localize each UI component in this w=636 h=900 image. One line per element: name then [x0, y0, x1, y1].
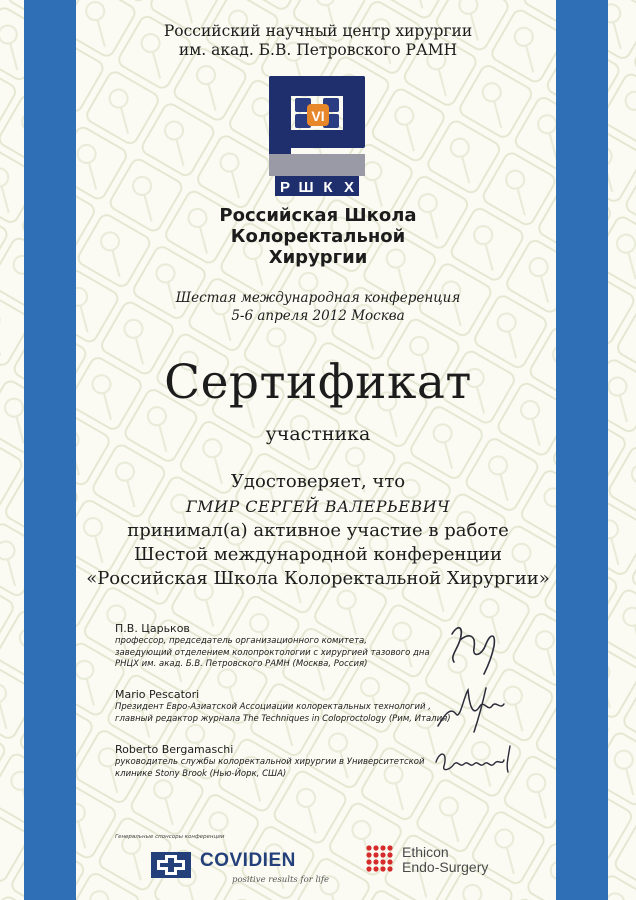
logo-letter-1: Р	[279, 179, 291, 196]
ethicon-name	[402, 845, 488, 875]
rshkh-logo	[269, 76, 365, 196]
signatory-desc-line: клинике Stony Brook (Нью-Йорк, США)	[115, 768, 287, 779]
signatory-name: П.В. Царьков	[115, 622, 190, 635]
conference-text: Шестой международной конференции	[134, 544, 502, 565]
covidien-tagline: positive results for life	[232, 875, 330, 885]
signatory-desc-line: руководитель службы колоректальной хирургии в Университетской	[115, 757, 425, 767]
school-name-line-1: Российская Школа	[219, 205, 417, 226]
certifies-text: Удостоверяет, что	[230, 471, 406, 492]
signatory-2	[115, 688, 455, 725]
logo-numeral: VI	[311, 108, 325, 124]
school-name-line-2: Колоректальной	[230, 226, 406, 247]
signatory-name: Roberto Bergamaschi	[115, 743, 234, 756]
conference-title: Шестая международная конференция	[175, 290, 461, 306]
logo-letter-4: Х	[343, 179, 355, 196]
signatory-name: Mario Pescatori	[115, 688, 200, 701]
certificate-subtitle: участника	[265, 423, 371, 445]
logo-letter-2: Ш	[298, 179, 314, 196]
signatory-desc-line: профессор, председатель организационного комитета,	[115, 636, 367, 646]
covidien-name: COVIDIEN	[200, 850, 296, 871]
org-line-2: им. акад. Б.В. Петровского РАМН	[178, 41, 458, 59]
ethicon-name-line-2: Endo-Surgery	[402, 859, 489, 875]
sponsors-label: Генеральные спонсоры конференции	[115, 834, 225, 840]
ethicon-name-line-1: Ethicon	[402, 844, 449, 860]
conference-name-text: «Российская Школа Колоректальной Хирургии»	[86, 568, 550, 589]
signatory-1	[115, 622, 455, 671]
logo-letter-3: К	[323, 179, 333, 196]
school-name-line-3: Хирургии	[268, 247, 368, 268]
org-line-1: Российский научный центр хирургии	[163, 22, 473, 40]
participation-text: принимал(а) активное участие в работе	[127, 520, 509, 541]
certificate-title: Сертификат	[164, 355, 472, 410]
signatory-3	[115, 743, 455, 780]
signature-1	[430, 616, 530, 676]
signatory-desc-line: главный редактор журнала The Techniques in Coloproctology (Рим, Италия)	[115, 713, 451, 724]
ethicon-logo-icon	[364, 843, 398, 877]
signatory-desc-line: заведующий отделением колопроктологии с хирургией тазового дна	[115, 647, 430, 658]
signature-3	[430, 736, 530, 796]
conference-date-place: 5-6 апреля 2012 Москва	[231, 308, 405, 324]
signatory-desc-line: Президент Евро-Азиатской Ассоциации колоректальных технологий ,	[115, 702, 431, 712]
signatory-desc-line: РНЦХ им. акад. Б.В. Петровского РАМН (Москва, Россия)	[115, 659, 368, 669]
covidien-logo-icon	[151, 852, 191, 878]
signature-2	[430, 676, 530, 736]
participant-name: ГМИР СЕРГЕЙ ВАЛЕРЬЕВИЧ	[186, 497, 450, 516]
